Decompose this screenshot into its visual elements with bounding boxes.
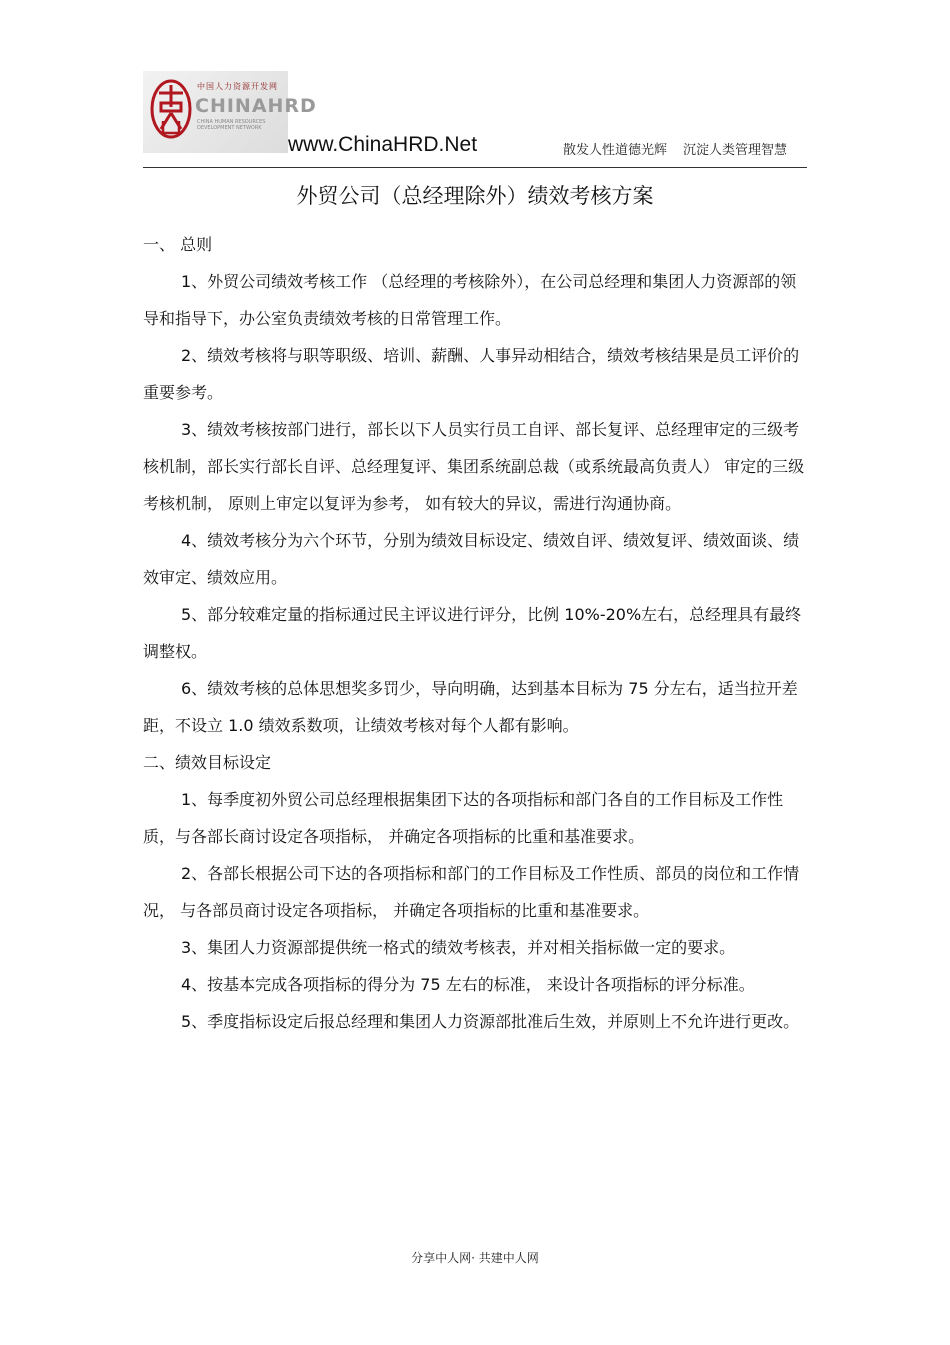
paragraph: 4、按基本完成各项指标的得分为 75 左右的标准， 来设计各项指标的评分标准。: [181, 975, 755, 994]
seal-logo-icon: [149, 77, 193, 141]
paragraph: 6、绩效考核的总体思想奖多罚少，导向明确，达到基本目标为 75 分左右，适当拉开差距，不设立 1.0 绩效系数项，让绩效考核对每个人都有影响。: [143, 679, 798, 735]
paragraph: 1、外贸公司绩效考核工作 （总经理的考核除外），在公司总经理和集团人力资源部的领导和指导下，办公室负责绩效考核的日常管理工作。: [143, 272, 797, 328]
paragraph: 2、绩效考核将与职等职级、培训、薪酬、人事异动相结合，绩效考核结果是员工评价的重要参考。: [143, 346, 800, 402]
page-footer: 分享中人网· 共建中人网: [411, 1251, 539, 1265]
paragraph: 1、每季度初外贸公司总经理根据集团下达的各项指标和部门各自的工作目标及工作性质，与各部长商讨设定各项指标， 并确定各项指标的比重和基准要求。: [143, 790, 784, 846]
paragraph: 5、部分较难定量的指标通过民主评议进行评分，比例 10%-20%左右，总经理具有最终调整权。: [143, 605, 802, 661]
chinahrd-logo: [143, 71, 317, 153]
paragraph: 2、各部长根据公司下达的各项指标和部门的工作目标及工作性质、部员的岗位和工作情况， 与各部员商讨设定各项指标， 并确定各项指标的比重和基准要求。: [143, 864, 800, 920]
slogan-right: 沉淀人类管理智慧: [683, 143, 788, 158]
logo-subtitle-text: CHINA HUMAN RESOURCES DEVELOPMENT NETWORK: [197, 119, 266, 131]
paragraph: 3、绩效考核按部门进行，部长以下人员实行员工自评、部长复评、总经理审定的三级考核机制，部长实行部长自评、总经理复评、集团系统副总裁（或系统最高负责人） 审定的三级考核机制， 原则上审定以复评为参考， 如有较大的异议，需进行沟通协商。: [143, 420, 805, 513]
paragraph: 5、季度指标设定后报总经理和集团人力资源部批准后生效，并原则上不允许进行更改。: [181, 1012, 800, 1031]
paragraph: 3、集团人力资源部提供统一格式的绩效考核表，并对相关指标做一定的要求。: [181, 938, 736, 957]
document-title: 外贸公司（总经理除外）绩效考核方案: [296, 184, 654, 208]
logo-chinese-text: 中国人力资源开发网: [197, 82, 278, 91]
paragraph: 4、绩效考核分为六个环节，分别为绩效目标设定、绩效自评、绩效复评、绩效面谈、绩效审定、绩效应用。: [143, 531, 800, 587]
section-heading-general: 一、 总则: [143, 235, 213, 254]
header-divider: [143, 167, 807, 168]
site-url: www.ChinaHRD.Net: [288, 133, 478, 156]
document-body: [143, 226, 807, 1040]
logo-english-text: CHINAHRD: [195, 95, 317, 117]
section-heading-goal-setting: 二、绩效目标设定: [143, 753, 272, 772]
slogan-left: 散发人性道德光辉: [563, 143, 668, 158]
